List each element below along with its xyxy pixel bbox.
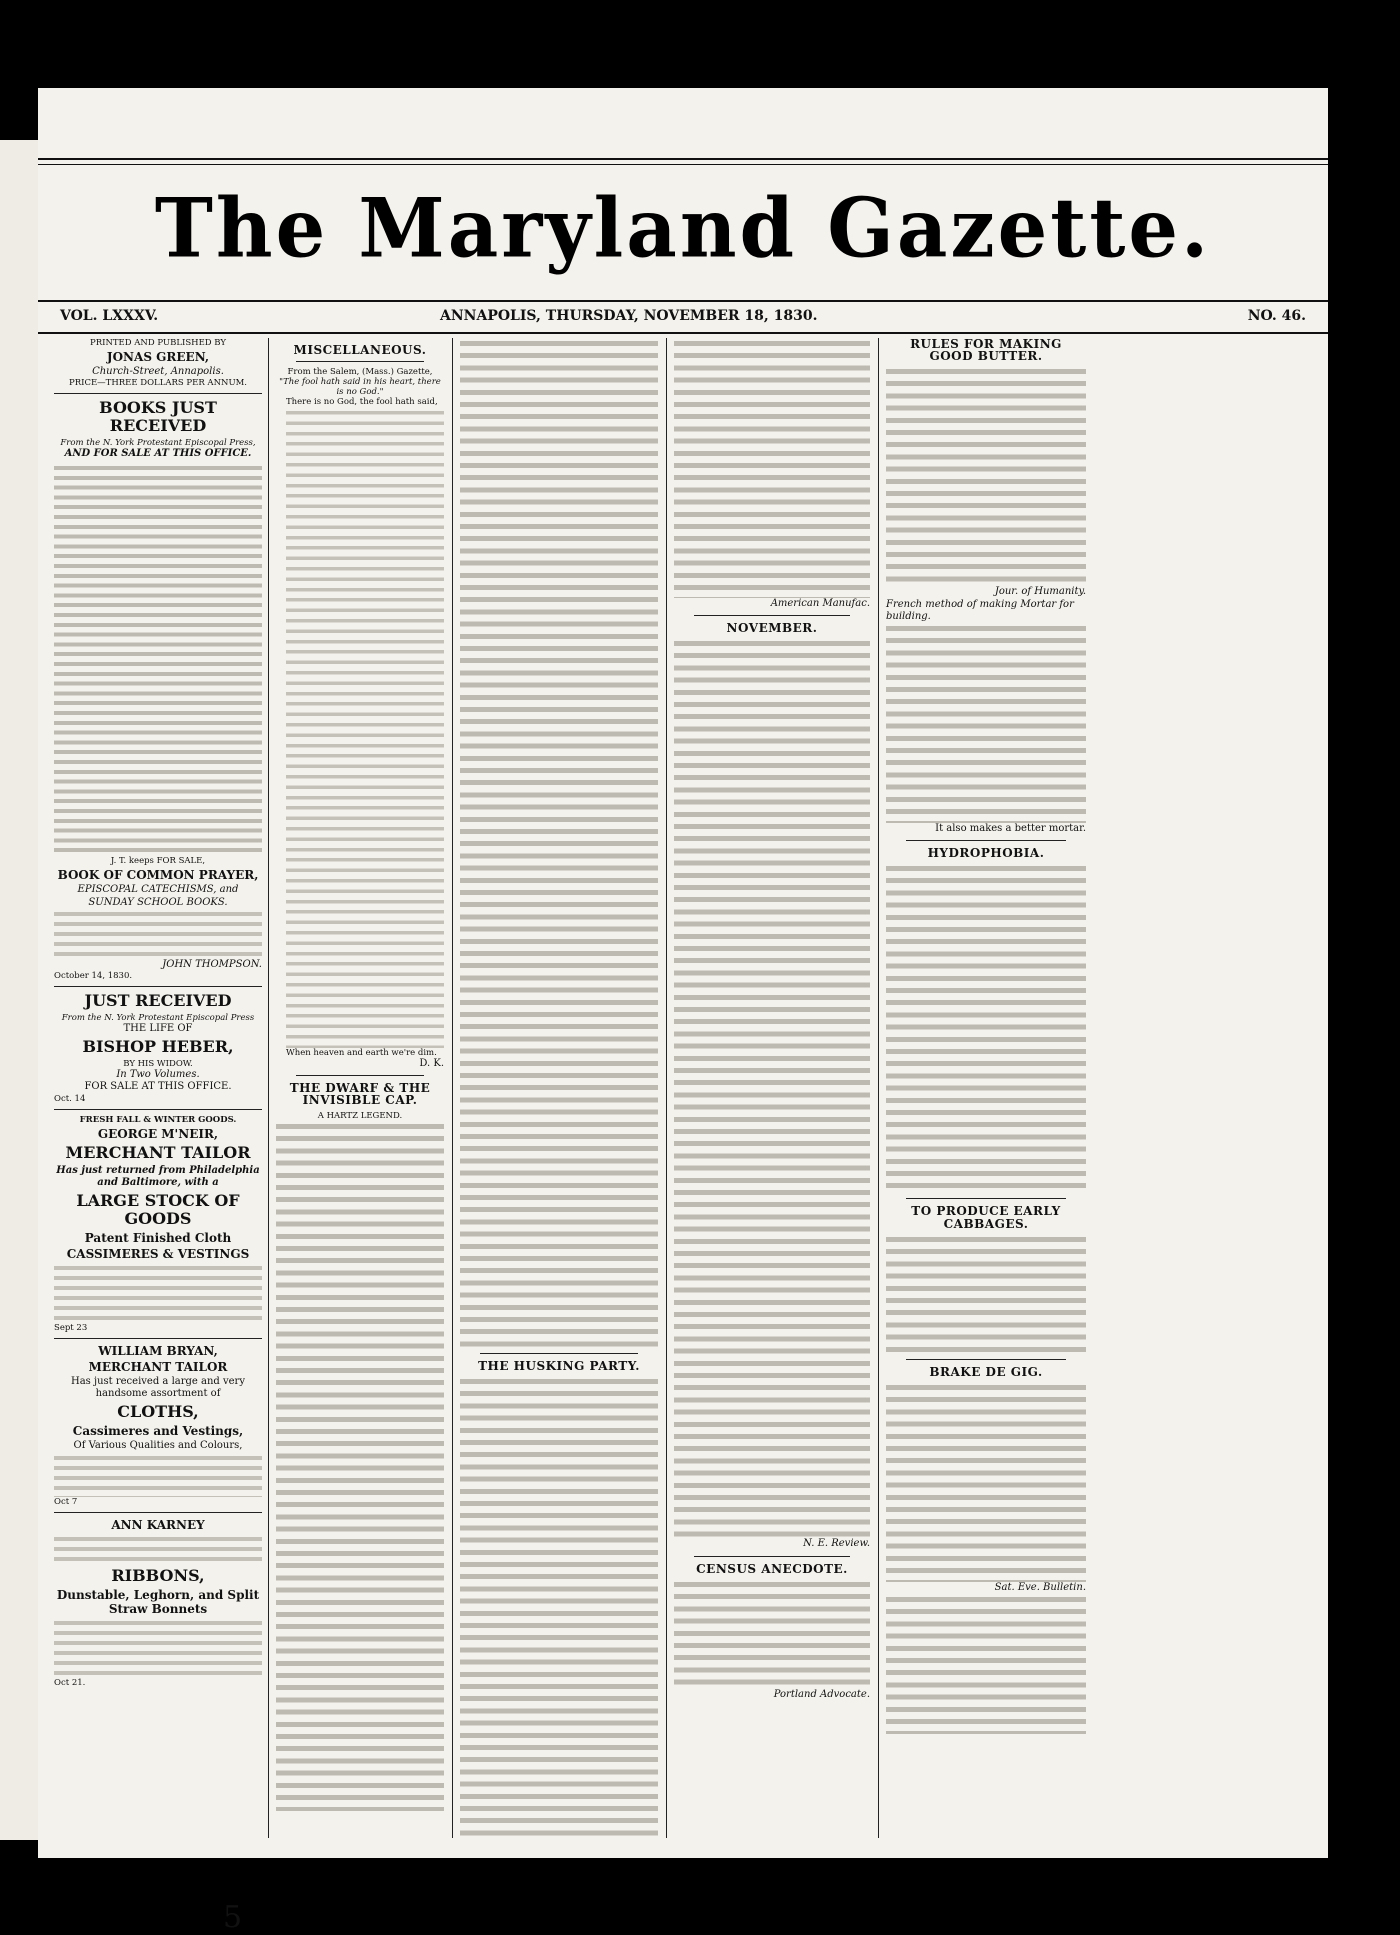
butter-title: RULES FOR MAKING GOOD BUTTER. bbox=[910, 337, 1062, 364]
poem-last-line: When heaven and earth we're dim. bbox=[286, 1047, 437, 1058]
masthead-title: The Maryland Gazette. bbox=[154, 180, 1212, 277]
november-body bbox=[674, 638, 870, 1538]
divider bbox=[694, 615, 850, 616]
bryan-date: Oct 7 bbox=[54, 1496, 78, 1507]
bryan-received: Has just received a large and very handsome assortment of bbox=[71, 1376, 245, 1400]
heber-life: THE LIFE OF bbox=[123, 1023, 193, 1035]
dateline bbox=[60, 308, 1306, 330]
census-body bbox=[674, 1579, 870, 1689]
bryan-trade: MERCHANT TAILOR bbox=[88, 1360, 228, 1375]
mcneir-cass: CASSIMERES & VESTINGS bbox=[66, 1247, 250, 1262]
divider bbox=[54, 1512, 262, 1513]
cabbage-body bbox=[886, 1234, 1086, 1354]
bryan-body bbox=[54, 1453, 262, 1497]
mcneir-body bbox=[54, 1263, 262, 1323]
misc-source: From the Salem, (Mass.) Gazette, bbox=[287, 367, 433, 378]
dateline-rule bbox=[38, 332, 1328, 334]
heber-by: BY HIS WIDOW. bbox=[123, 1059, 193, 1070]
divider bbox=[54, 986, 262, 987]
hydrophobia-title: HYDROPHOBIA. bbox=[927, 846, 1045, 861]
column-5 bbox=[886, 338, 1086, 1838]
column-2 bbox=[276, 338, 444, 1838]
butter-body bbox=[886, 366, 1086, 586]
divider bbox=[694, 1556, 850, 1557]
masthead-rule bbox=[38, 300, 1328, 302]
divider bbox=[906, 1359, 1066, 1360]
column-divider bbox=[452, 338, 453, 1838]
column-divider bbox=[878, 338, 879, 1838]
books-ad-subtitle: From the N. York Protestant Episcopal Press, bbox=[60, 438, 256, 449]
manufac-credit: American Manufac. bbox=[770, 598, 870, 609]
divider bbox=[54, 1109, 262, 1110]
heber-name: BISHOP HEBER, bbox=[82, 1037, 234, 1057]
sunday-books: SUNDAY SCHOOL BOOKS. bbox=[88, 896, 228, 908]
bryan-cass: Cassimeres and Vestings, bbox=[72, 1424, 244, 1439]
census-credit: Portland Advocate. bbox=[773, 1688, 870, 1700]
subscription-notice bbox=[54, 909, 262, 959]
husking-continued bbox=[674, 338, 870, 598]
column-divider bbox=[666, 338, 667, 1838]
heber-ad-title: JUST RECEIVED bbox=[84, 991, 232, 1011]
divider bbox=[54, 393, 262, 394]
karney-bonnets: Dunstable, Leghorn, and Split Straw Bonnets bbox=[56, 1587, 260, 1616]
census-title: CENSUS ANECDOTE. bbox=[696, 1561, 848, 1576]
mcneir-returned: Has just returned from Philadelphia and Baltimore, with a bbox=[56, 1164, 260, 1188]
mortar-body bbox=[886, 623, 1086, 823]
divider bbox=[296, 361, 424, 362]
cabbage-title: TO PRODUCE EARLY CABBAGES. bbox=[911, 1204, 1061, 1231]
hydrophobia-body bbox=[886, 863, 1086, 1193]
butter-credit: Jour. of Humanity. bbox=[994, 586, 1086, 598]
misc-items bbox=[886, 1594, 1086, 1734]
publisher-name: JONAS GREEN, bbox=[106, 350, 210, 364]
divider bbox=[906, 1198, 1066, 1199]
prayer-book: BOOK OF COMMON PRAYER, bbox=[57, 868, 259, 883]
misc-epigraph: "The fool hath said in his heart, there is no God." bbox=[279, 377, 441, 398]
column-divider bbox=[268, 338, 269, 1838]
dwarf-title: THE DWARF & THE INVISIBLE CAP. bbox=[289, 1081, 431, 1108]
place-date: ANNAPOLIS, THURSDAY, NOVEMBER 18, 1830. bbox=[440, 308, 818, 324]
books-ad-title: BOOKS JUST RECEIVED bbox=[99, 398, 217, 436]
brake-credit: Sat. Eve. Bulletin. bbox=[994, 1582, 1086, 1594]
books-keeps: J. T. keeps FOR SALE, bbox=[110, 856, 206, 867]
dwarf-subtitle: A HARTZ LEGEND. bbox=[317, 1110, 403, 1121]
husking-body bbox=[460, 1376, 658, 1836]
books-signer: JOHN THOMPSON. bbox=[162, 958, 262, 970]
poem-body bbox=[286, 408, 444, 1048]
heber-vols: In Two Volumes. bbox=[116, 1069, 200, 1081]
catechisms: EPISCOPAL CATECHISMS, and bbox=[77, 884, 239, 896]
divider bbox=[906, 840, 1066, 841]
divider bbox=[480, 1353, 638, 1354]
bryan-name: WILLIAM BRYAN, bbox=[98, 1344, 218, 1359]
november-title: NOVEMBER. bbox=[726, 621, 818, 636]
top-rule-thin bbox=[38, 164, 1328, 165]
poem-first-line: There is no God, the fool hath said, bbox=[286, 397, 438, 408]
divider bbox=[54, 1338, 262, 1339]
mortar-credit: It also makes a better mortar. bbox=[935, 823, 1086, 835]
divider bbox=[296, 1075, 424, 1076]
heber-date: Oct. 14 bbox=[54, 1093, 86, 1104]
karney-ribbons: RIBBONS, bbox=[111, 1565, 205, 1585]
newspaper-page bbox=[38, 88, 1328, 1935]
mcneir-cloth: Patent Finished Cloth bbox=[84, 1231, 232, 1246]
dwarf-body bbox=[276, 1121, 444, 1811]
review-credit: N. E. Review. bbox=[803, 1538, 870, 1550]
husking-title: THE HUSKING PARTY. bbox=[478, 1359, 640, 1373]
mcneir-trade: MERCHANT TAILOR bbox=[65, 1142, 251, 1162]
mcneir-date: Sept 23 bbox=[54, 1323, 88, 1334]
top-rule bbox=[38, 158, 1328, 160]
karney-name: ANN KARNEY bbox=[111, 1517, 205, 1532]
brake-body bbox=[886, 1382, 1086, 1582]
bryan-cloths: CLOTHS, bbox=[117, 1402, 199, 1422]
dwarf-continued bbox=[460, 338, 658, 1348]
karney-body bbox=[54, 1534, 262, 1564]
karney-more bbox=[54, 1618, 262, 1678]
books-ad-sale: AND FOR SALE AT THIS OFFICE. bbox=[64, 448, 252, 460]
handwritten-number: 5 bbox=[223, 1900, 243, 1935]
poem-signer: D. K. bbox=[419, 1058, 444, 1070]
column-4 bbox=[674, 338, 870, 1838]
mcneir-stock: LARGE STOCK OF GOODS bbox=[76, 1191, 240, 1229]
column-1 bbox=[54, 338, 262, 1838]
brake-title: BRAKE DE GIG. bbox=[929, 1364, 1043, 1379]
mortar-title: French method of making Mortar for building. bbox=[886, 598, 1074, 622]
issue-number: NO. 46. bbox=[1247, 308, 1306, 324]
adjacent-page-edge bbox=[0, 140, 38, 1840]
volume-number: VOL. LXXXV. bbox=[60, 308, 159, 324]
mcneir-name: GEORGE M'NEIR, bbox=[97, 1126, 219, 1141]
book-list bbox=[54, 463, 262, 853]
mcneir-head: FRESH FALL & WINTER GOODS. bbox=[79, 1114, 237, 1125]
karney-date: Oct 21. bbox=[54, 1677, 86, 1688]
publisher-address: Church-Street, Annapolis. bbox=[92, 366, 224, 377]
column-3 bbox=[460, 338, 658, 1838]
heber-sale: FOR SALE AT THIS OFFICE. bbox=[84, 1081, 232, 1093]
publisher-line: PRINTED AND PUBLISHED BY bbox=[89, 338, 227, 348]
bryan-qual: Of Various Qualities and Colours, bbox=[73, 1440, 243, 1452]
books-date: October 14, 1830. bbox=[54, 971, 133, 982]
misc-title: MISCELLANEOUS. bbox=[293, 343, 427, 357]
heber-subtitle: From the N. York Protestant Episcopal Press bbox=[61, 1013, 255, 1024]
subscription-price: PRICE—THREE DOLLARS PER ANNUM. bbox=[68, 378, 248, 389]
